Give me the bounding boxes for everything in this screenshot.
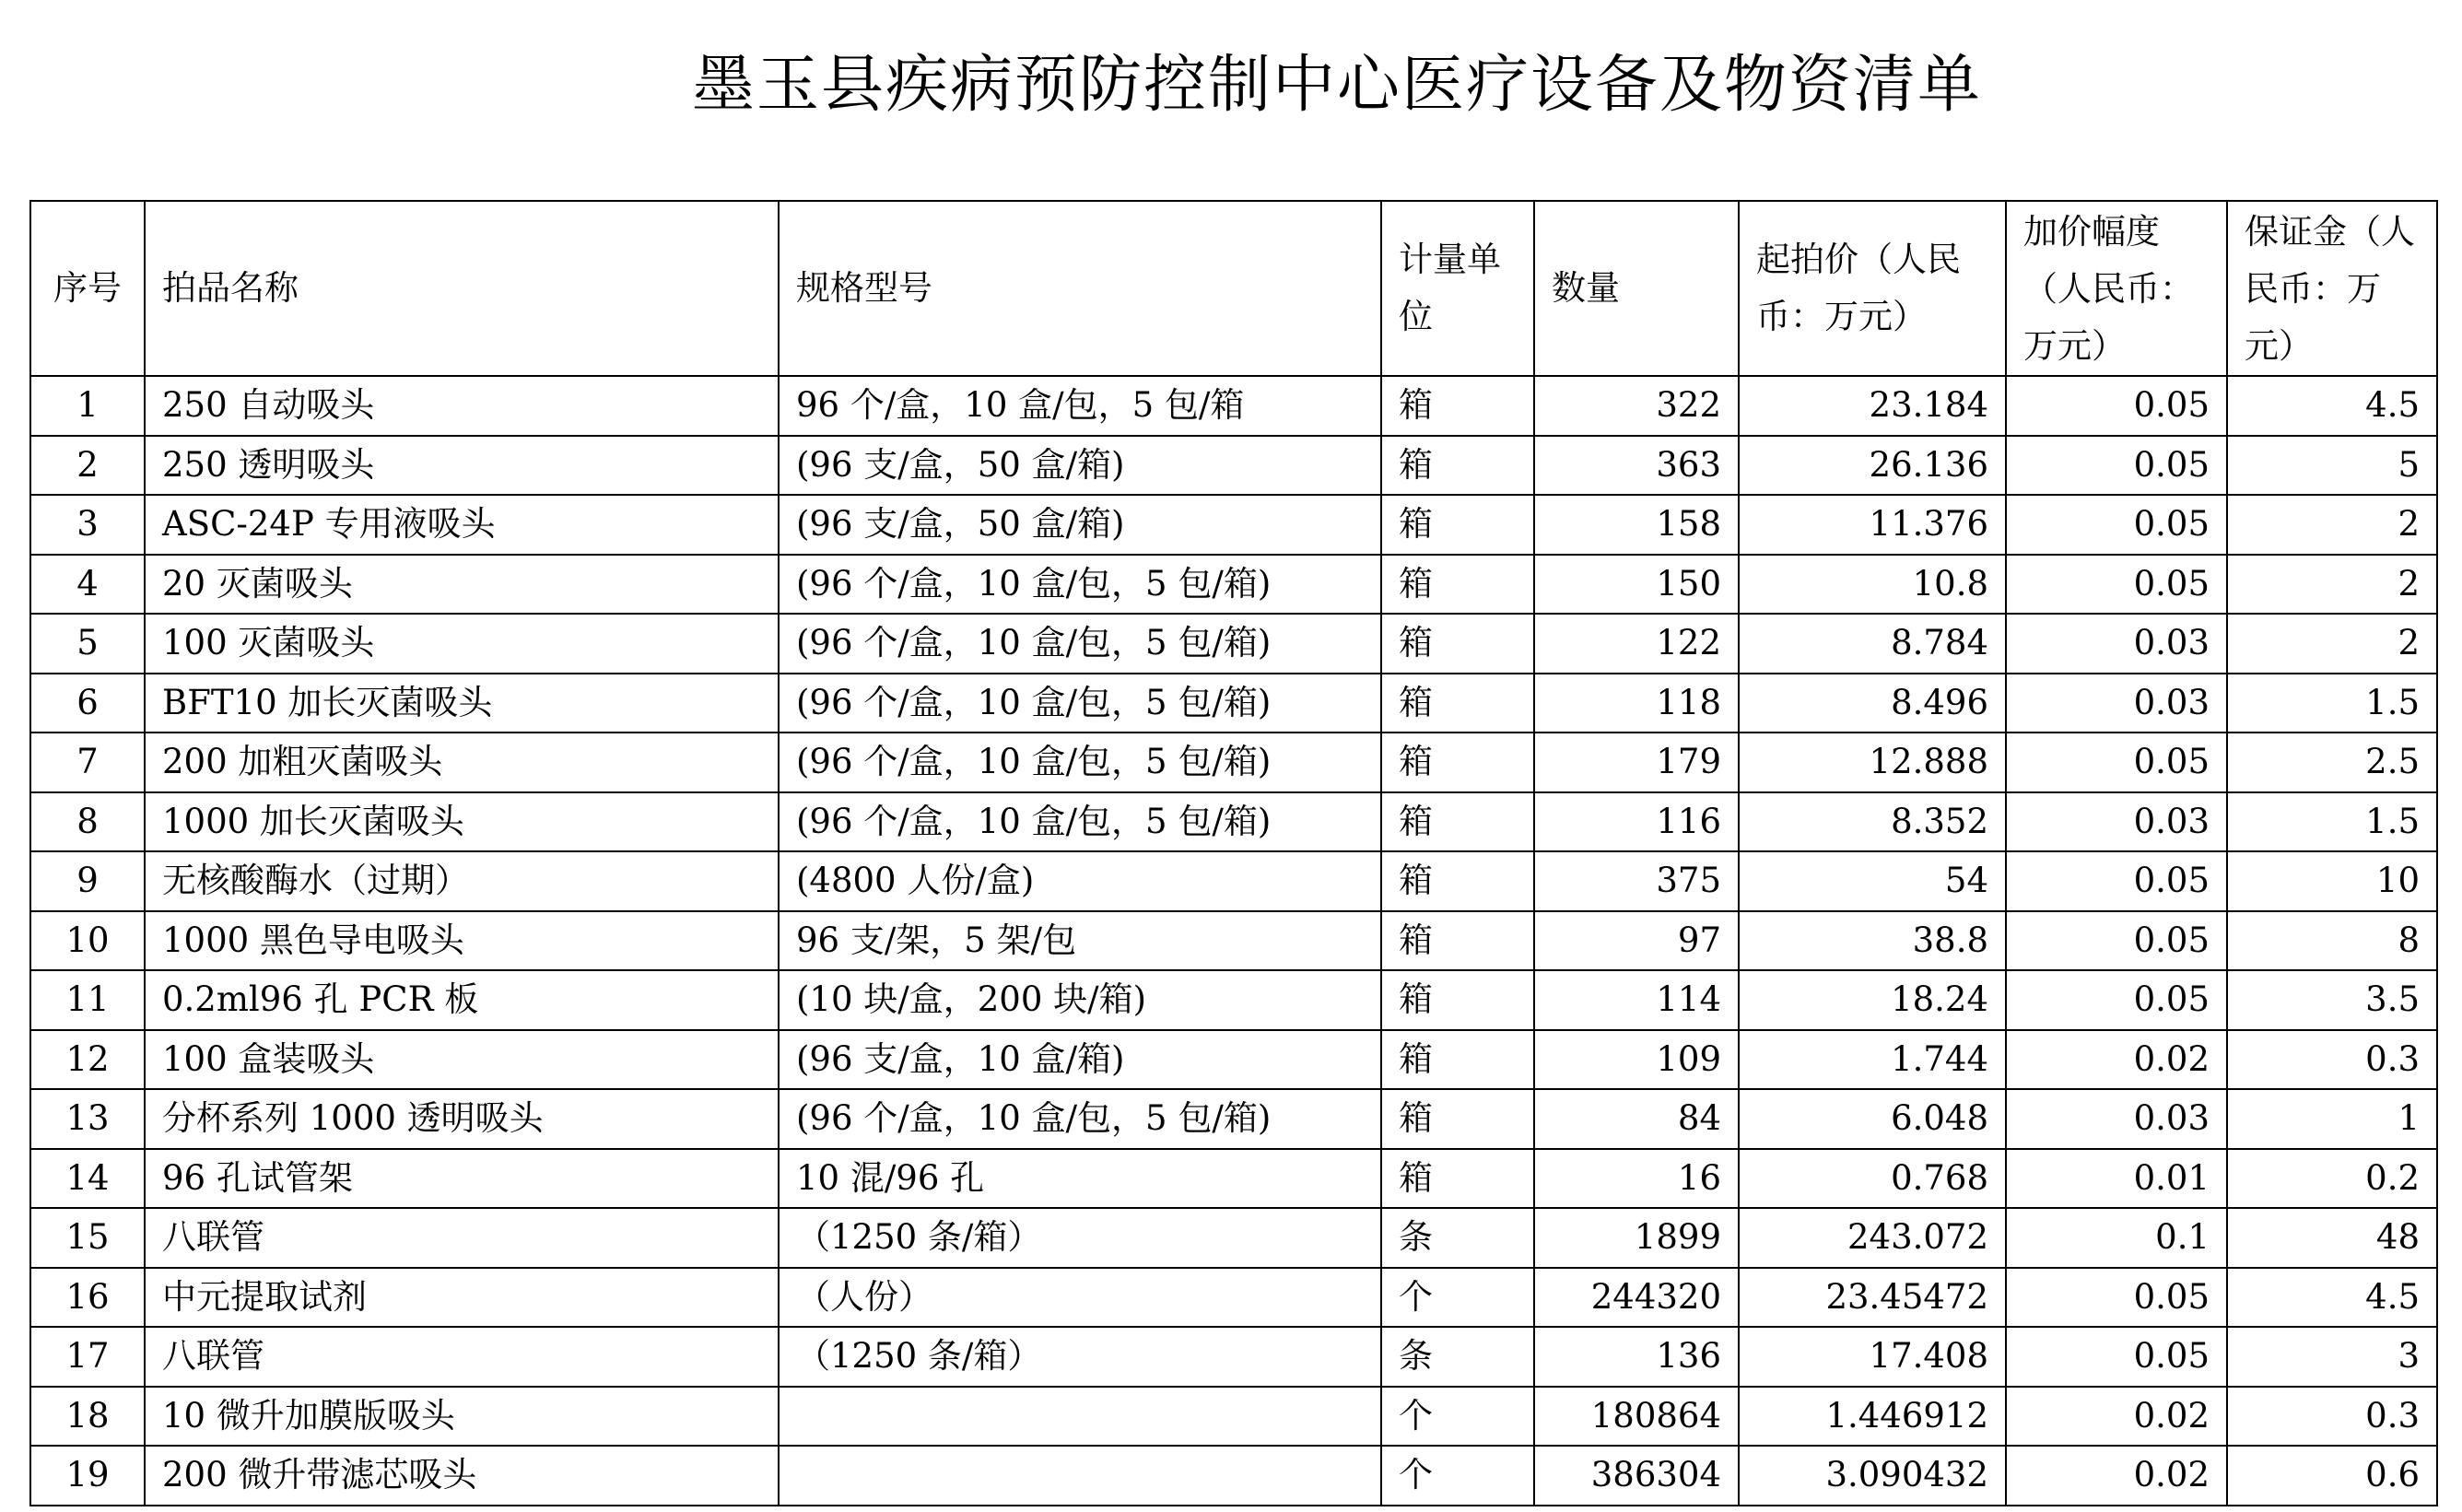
cell-name: 200 加粗灭菌吸头	[145, 733, 779, 792]
cell-deposit: 3.5	[2227, 970, 2437, 1030]
inventory-table	[29, 200, 2438, 1506]
cell-deposit: 1	[2227, 1089, 2437, 1149]
cell-unit: 箱	[1381, 733, 1534, 792]
cell-name: 中元提取试剂	[145, 1268, 779, 1328]
table-row	[30, 970, 2437, 1030]
cell-seq: 2	[30, 436, 145, 496]
cell-seq: 11	[30, 970, 145, 1030]
header-spec: 规格型号	[779, 201, 1381, 376]
table-row	[30, 495, 2437, 555]
header-unit: 计量单位	[1381, 201, 1534, 376]
cell-deposit: 0.2	[2227, 1149, 2437, 1209]
cell-spec: (96 个/盒，10 盒/包，5 包/箱)	[779, 733, 1381, 792]
cell-qty: 16	[1534, 1149, 1739, 1209]
cell-qty: 114	[1534, 970, 1739, 1030]
cell-start-price: 38.8	[1739, 911, 2006, 971]
cell-name: 八联管	[145, 1327, 779, 1387]
cell-seq: 5	[30, 614, 145, 674]
table-row	[30, 851, 2437, 911]
header-increment: 加价幅度（人民币：万元）	[2006, 201, 2227, 376]
cell-seq: 19	[30, 1446, 145, 1506]
cell-name: 96 孔试管架	[145, 1149, 779, 1209]
cell-increment: 0.05	[2006, 970, 2227, 1030]
cell-qty: 84	[1534, 1089, 1739, 1149]
cell-start-price: 11.376	[1739, 495, 2006, 555]
table-row	[30, 1149, 2437, 1209]
cell-seq: 18	[30, 1387, 145, 1447]
cell-increment: 0.1	[2006, 1208, 2227, 1268]
cell-deposit: 1.5	[2227, 792, 2437, 852]
cell-start-price: 18.24	[1739, 970, 2006, 1030]
cell-unit: 箱	[1381, 911, 1534, 971]
header-deposit: 保证金（人民币：万元）	[2227, 201, 2437, 376]
cell-name: 分杯系列 1000 透明吸头	[145, 1089, 779, 1149]
cell-seq: 7	[30, 733, 145, 792]
cell-name: 20 灭菌吸头	[145, 555, 779, 615]
cell-deposit: 3	[2227, 1327, 2437, 1387]
cell-start-price: 23.184	[1739, 376, 2006, 436]
cell-deposit: 2	[2227, 495, 2437, 555]
table-row	[30, 1446, 2437, 1506]
cell-seq: 3	[30, 495, 145, 555]
cell-start-price: 8.496	[1739, 674, 2006, 733]
cell-seq: 16	[30, 1268, 145, 1328]
cell-name: 无核酸酶水（过期）	[145, 851, 779, 911]
cell-unit: 箱	[1381, 1030, 1534, 1090]
cell-qty: 109	[1534, 1030, 1739, 1090]
header-qty: 数量	[1534, 201, 1739, 376]
cell-deposit: 2	[2227, 614, 2437, 674]
cell-spec: （1250 条/箱）	[779, 1208, 1381, 1268]
cell-name: 250 自动吸头	[145, 376, 779, 436]
cell-start-price: 12.888	[1739, 733, 2006, 792]
cell-spec: (96 个/盒，10 盒/包，5 包/箱)	[779, 555, 1381, 615]
cell-increment: 0.03	[2006, 614, 2227, 674]
cell-unit: 箱	[1381, 1089, 1534, 1149]
cell-deposit: 4.5	[2227, 376, 2437, 436]
cell-unit: 个	[1381, 1387, 1534, 1447]
cell-spec: (96 支/盒，10 盒/箱)	[779, 1030, 1381, 1090]
cell-deposit: 0.3	[2227, 1030, 2437, 1090]
cell-increment: 0.02	[2006, 1387, 2227, 1447]
table-row	[30, 1268, 2437, 1328]
cell-name: BFT10 加长灭菌吸头	[145, 674, 779, 733]
cell-unit: 箱	[1381, 614, 1534, 674]
cell-qty: 386304	[1534, 1446, 1739, 1506]
cell-qty: 116	[1534, 792, 1739, 852]
cell-increment: 0.05	[2006, 1268, 2227, 1328]
cell-name: 250 透明吸头	[145, 436, 779, 496]
cell-spec: （人份）	[779, 1268, 1381, 1328]
cell-qty: 97	[1534, 911, 1739, 971]
cell-deposit: 2	[2227, 555, 2437, 615]
table-row	[30, 674, 2437, 733]
cell-start-price: 17.408	[1739, 1327, 2006, 1387]
cell-increment: 0.03	[2006, 674, 2227, 733]
cell-seq: 8	[30, 792, 145, 852]
cell-name: 0.2ml96 孔 PCR 板	[145, 970, 779, 1030]
cell-increment: 0.05	[2006, 851, 2227, 911]
cell-deposit: 0.6	[2227, 1446, 2437, 1506]
cell-qty: 136	[1534, 1327, 1739, 1387]
cell-start-price: 243.072	[1739, 1208, 2006, 1268]
cell-unit: 箱	[1381, 674, 1534, 733]
cell-spec: (4800 人份/盒)	[779, 851, 1381, 911]
table-row	[30, 1089, 2437, 1149]
cell-name: 200 微升带滤芯吸头	[145, 1446, 779, 1506]
cell-unit: 箱	[1381, 555, 1534, 615]
cell-start-price: 0.768	[1739, 1149, 2006, 1209]
table-row	[30, 792, 2437, 852]
cell-unit: 箱	[1381, 851, 1534, 911]
cell-seq: 14	[30, 1149, 145, 1209]
cell-spec: (96 支/盒，50 盒/箱)	[779, 495, 1381, 555]
document-title: 墨玉县疾病预防控制中心医疗设备及物资清单	[691, 49, 1982, 122]
table-header-row	[30, 201, 2437, 376]
cell-qty: 1899	[1534, 1208, 1739, 1268]
cell-seq: 17	[30, 1327, 145, 1387]
cell-deposit: 10	[2227, 851, 2437, 911]
cell-name: 1000 加长灭菌吸头	[145, 792, 779, 852]
cell-deposit: 48	[2227, 1208, 2437, 1268]
table-row	[30, 733, 2437, 792]
cell-increment: 0.01	[2006, 1149, 2227, 1209]
cell-start-price: 54	[1739, 851, 2006, 911]
cell-qty: 118	[1534, 674, 1739, 733]
cell-unit: 个	[1381, 1446, 1534, 1506]
cell-qty: 244320	[1534, 1268, 1739, 1328]
cell-seq: 13	[30, 1089, 145, 1149]
table-row	[30, 555, 2437, 615]
table-row	[30, 1030, 2437, 1090]
table-row	[30, 1208, 2437, 1268]
table-body	[30, 376, 2437, 1506]
cell-spec: 96 支/架，5 架/包	[779, 911, 1381, 971]
cell-deposit: 5	[2227, 436, 2437, 496]
cell-seq: 1	[30, 376, 145, 436]
cell-increment: 0.05	[2006, 436, 2227, 496]
cell-spec: （1250 条/箱）	[779, 1327, 1381, 1387]
cell-start-price: 23.45472	[1739, 1268, 2006, 1328]
cell-spec	[779, 1387, 1381, 1447]
cell-qty: 375	[1534, 851, 1739, 911]
cell-qty: 150	[1534, 555, 1739, 615]
cell-qty: 179	[1534, 733, 1739, 792]
cell-increment: 0.05	[2006, 555, 2227, 615]
cell-seq: 6	[30, 674, 145, 733]
cell-start-price: 3.090432	[1739, 1446, 2006, 1506]
cell-unit: 箱	[1381, 792, 1534, 852]
cell-qty: 180864	[1534, 1387, 1739, 1447]
cell-start-price: 10.8	[1739, 555, 2006, 615]
cell-qty: 122	[1534, 614, 1739, 674]
cell-qty: 322	[1534, 376, 1739, 436]
header-seq: 序号	[30, 201, 145, 376]
cell-name: 100 盒装吸头	[145, 1030, 779, 1090]
cell-start-price: 6.048	[1739, 1089, 2006, 1149]
cell-unit: 条	[1381, 1327, 1534, 1387]
cell-spec: (96 个/盒，10 盒/包，5 包/箱)	[779, 674, 1381, 733]
cell-deposit: 0.3	[2227, 1387, 2437, 1447]
cell-name: ASC-24P 专用液吸头	[145, 495, 779, 555]
cell-spec: 96 个/盒，10 盒/包，5 包/箱	[779, 376, 1381, 436]
cell-name: 八联管	[145, 1208, 779, 1268]
cell-increment: 0.03	[2006, 1089, 2227, 1149]
cell-unit: 个	[1381, 1268, 1534, 1328]
table-row	[30, 1387, 2437, 1447]
cell-seq: 15	[30, 1208, 145, 1268]
cell-spec: 10 混/96 孔	[779, 1149, 1381, 1209]
cell-name: 100 灭菌吸头	[145, 614, 779, 674]
cell-increment: 0.05	[2006, 495, 2227, 555]
cell-unit: 箱	[1381, 436, 1534, 496]
cell-unit: 箱	[1381, 1149, 1534, 1209]
cell-spec: (96 个/盒，10 盒/包，5 包/箱)	[779, 1089, 1381, 1149]
cell-seq: 12	[30, 1030, 145, 1090]
cell-name: 1000 黑色导电吸头	[145, 911, 779, 971]
cell-increment: 0.03	[2006, 792, 2227, 852]
table-row	[30, 436, 2437, 496]
cell-deposit: 8	[2227, 911, 2437, 971]
header-name: 拍品名称	[145, 201, 779, 376]
cell-qty: 158	[1534, 495, 1739, 555]
cell-spec	[779, 1446, 1381, 1506]
table-row	[30, 376, 2437, 436]
table-row	[30, 614, 2437, 674]
cell-increment: 0.05	[2006, 1327, 2227, 1387]
cell-start-price: 26.136	[1739, 436, 2006, 496]
cell-increment: 0.05	[2006, 733, 2227, 792]
cell-unit: 箱	[1381, 495, 1534, 555]
cell-increment: 0.05	[2006, 376, 2227, 436]
table-row	[30, 911, 2437, 971]
cell-name: 10 微升加膜版吸头	[145, 1387, 779, 1447]
cell-start-price: 1.744	[1739, 1030, 2006, 1090]
cell-spec: (10 块/盒，200 块/箱)	[779, 970, 1381, 1030]
cell-start-price: 8.352	[1739, 792, 2006, 852]
cell-spec: (96 支/盒，50 盒/箱)	[779, 436, 1381, 496]
cell-increment: 0.02	[2006, 1030, 2227, 1090]
cell-qty: 363	[1534, 436, 1739, 496]
table-row	[30, 1327, 2437, 1387]
header-start-price: 起拍价（人民币：万元）	[1739, 201, 2006, 376]
cell-seq: 9	[30, 851, 145, 911]
cell-seq: 10	[30, 911, 145, 971]
cell-increment: 0.02	[2006, 1446, 2227, 1506]
cell-start-price: 1.446912	[1739, 1387, 2006, 1447]
cell-start-price: 8.784	[1739, 614, 2006, 674]
cell-seq: 4	[30, 555, 145, 615]
cell-deposit: 1.5	[2227, 674, 2437, 733]
cell-spec: (96 个/盒，10 盒/包，5 包/箱)	[779, 614, 1381, 674]
cell-unit: 箱	[1381, 376, 1534, 436]
cell-unit: 箱	[1381, 970, 1534, 1030]
cell-increment: 0.05	[2006, 911, 2227, 971]
cell-spec: (96 个/盒，10 盒/包，5 包/箱)	[779, 792, 1381, 852]
cell-deposit: 2.5	[2227, 733, 2437, 792]
cell-deposit: 4.5	[2227, 1268, 2437, 1328]
cell-unit: 条	[1381, 1208, 1534, 1268]
